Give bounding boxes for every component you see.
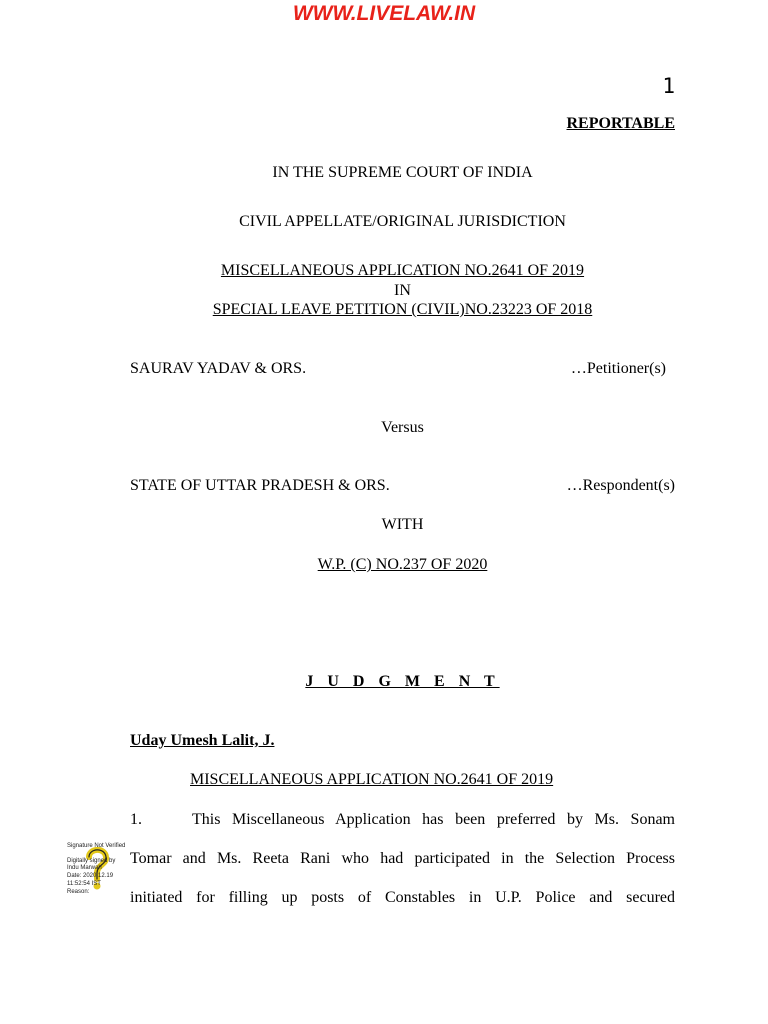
petitioner-name: SAURAV YADAV & ORS. [130, 360, 307, 377]
signature-reason: Reason: [67, 888, 90, 895]
respondent-role: …Respondent(s) [566, 477, 675, 494]
court-name: IN THE SUPREME COURT OF INDIA [272, 164, 533, 181]
paragraph-line [130, 810, 675, 849]
versus-label: Versus [381, 419, 424, 436]
jurisdiction: CIVIL APPELLATE/ORIGINAL JURISDICTION [239, 213, 566, 230]
header-url[interactable]: WWW.LIVELAW.IN [292, 2, 476, 25]
reportable-label: REPORTABLE [566, 115, 675, 132]
page-number: 1 [662, 74, 675, 98]
slp-title: SPECIAL LEAVE PETITION (CIVIL)NO.23223 OF 2018 [212, 301, 593, 318]
paragraph-number: 1. [130, 811, 142, 828]
paragraph-text-line: initiated for filling up posts of Constables in U.P. Police and secured [130, 889, 675, 906]
writ-petition-title: W.P. (C) NO.237 OF 2020 [317, 556, 488, 573]
paragraph-text-line: Tomar and Ms. Reeta Rani who had participated in the Selection Process [130, 850, 675, 867]
signature-date: Date: 2020.12.19 [67, 873, 114, 880]
in-connector: IN [394, 282, 411, 299]
section-heading: MISCELLANEOUS APPLICATION NO.2641 OF 2019 [190, 771, 554, 788]
signature-signed-by: Digitally signed by [67, 857, 116, 864]
signature-status: Signature Not Verified [67, 843, 126, 849]
signature-time: 11:52:54 IST [67, 880, 101, 887]
with-label: WITH [381, 516, 424, 533]
paragraph-1 [130, 810, 675, 927]
signature-signer: Indu Marwah [67, 865, 102, 872]
misc-application-title: MISCELLANEOUS APPLICATION NO.2641 OF 2019 [220, 262, 585, 279]
respondent-name: STATE OF UTTAR PRADESH & ORS. [130, 477, 390, 494]
petitioner-role: …Petitioner(s) [570, 360, 666, 377]
digital-signature-block [67, 843, 147, 895]
paragraph-text-line: This Miscellaneous Application has been preferred by Ms. Sonam [192, 811, 675, 828]
judgment-title: J U D G M E N T [305, 673, 500, 690]
judge-name: Uday Umesh Lalit, J. [130, 732, 275, 749]
